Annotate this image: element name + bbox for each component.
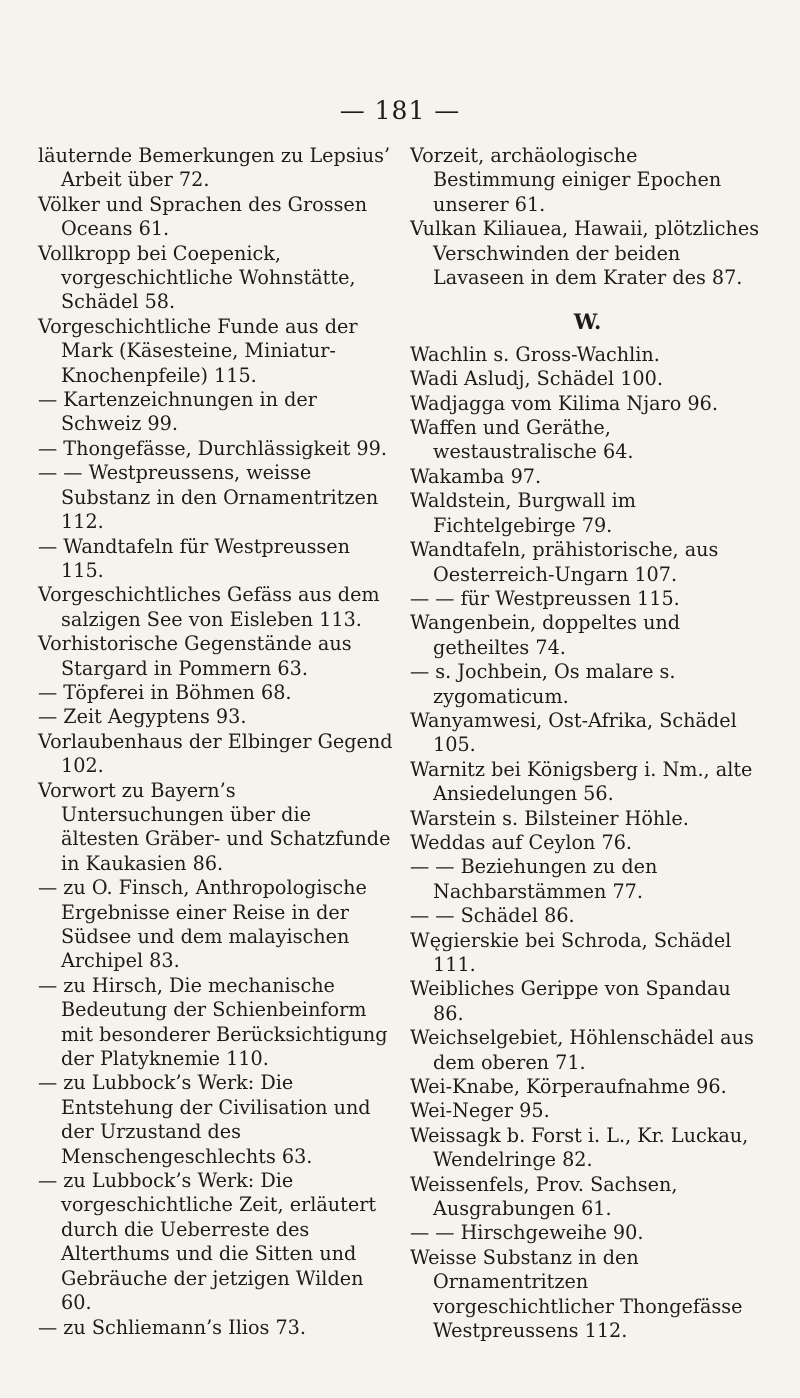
index-entry: Vorlaubenhaus der Elbinger Gegend 102.: [38, 729, 393, 778]
index-entry: Völker und Sprachen des Grossen Oceans 61.: [38, 192, 368, 241]
index-entry: — — Westpreussens, weisse Substanz in den Ornamentritzen 112.: [38, 461, 379, 534]
index-entry: — zu Schliemann’s Ilios 73.: [38, 1315, 306, 1339]
index-entry: Vorzeit, archäologische Bestimmung einiger Epochen unserer 61.: [410, 144, 722, 216]
page-number-header: — 181 —: [339, 96, 461, 125]
index-entry: Wei-Neger 95.: [410, 1099, 550, 1123]
index-entry: Wei-Knabe, Körperaufnahme 96.: [410, 1075, 727, 1099]
index-entry: Wangenbein, doppeltes und getheiltes 74.: [410, 611, 681, 659]
index-entry: Wakamba 97.: [410, 464, 542, 488]
index-entry: Vulkan Kiliauea, Hawaii, plötzliches Verschwinden der beiden Lavaseen in dem Krater des 87.: [410, 217, 760, 290]
index-entry: Vorgeschichtliche Funde aus der Mark (Käsesteine, Miniatur-Knochenpfeile) 115.: [38, 314, 358, 387]
index-entry: — Töpferei in Böhmen 68.: [38, 680, 292, 704]
index-entry: Węgierskie bei Schroda, Schädel 111.: [410, 928, 732, 976]
index-entry: — zu O. Finsch, Anthropologische Ergebnisse einer Reise in der Südsee und dem malayischen Archipel 83.: [38, 876, 367, 973]
index-entry: Weisse Substanz in den Ornamentritzen vorgeschichtlicher Thongefässe Westpreussens 112.: [410, 1245, 743, 1343]
section-letter-heading: W.: [573, 309, 602, 335]
index-entry: Weichselgebiet, Höhlenschädel aus dem oberen 71.: [410, 1026, 754, 1074]
index-entry: — Wandtafeln für Westpreussen 115.: [38, 534, 350, 582]
index-entry: Warstein s. Bilsteiner Höhle.: [410, 806, 689, 830]
index-entry: Wanyamwesi, Ost-Afrika, Schädel 105.: [410, 708, 737, 757]
index-entry: — — Schädel 86.: [410, 904, 575, 928]
right-column: [410, 144, 765, 1344]
index-entry: Waldstein, Burgwall im Fichtelgebirge 79.: [410, 489, 636, 537]
index-entry: Wachlin s. Gross-Wachlin.: [410, 342, 660, 366]
index-entry: Weibliches Gerippe von Spandau 86.: [410, 977, 731, 1025]
index-entry: Wadi Asludj, Schädel 100.: [410, 367, 663, 391]
index-entry: — Kartenzeichnungen in der Schweiz 99.: [38, 388, 317, 436]
index-entry: — zu Hirsch, Die mechanische Bedeutung der Schienbeinform mit besonderer Berücksichtigung der Platyknemie 110.: [38, 973, 388, 1071]
index-entry: — zu Lubbock’s Werk: Die vorgeschichtliche Zeit, erläutert durch die Ueberreste des Alterthums und die Sitten und Gebräuche der jetzigen Wilden 60.: [38, 1169, 377, 1315]
index-entry: läuternde Bemerkungen zu Lepsius’ Arbeit über 72.: [38, 144, 391, 192]
index-entry: — — Hirschgeweihe 90.: [410, 1221, 644, 1245]
index-entry: — — Beziehungen zu den Nachbarstämmen 77.: [410, 855, 658, 903]
index-entry: Vollkropp bei Coepenick, vorgeschichtliche Wohnstätte, Schädel 58.: [38, 241, 356, 314]
index-entry: Vorwort zu Bayern’s Untersuchungen über die ältesten Gräber- und Schatzfunde in Kaukasien 86.: [38, 778, 391, 875]
index-entry: Vorgeschichtliches Gefäss aus dem salzigen See von Eisleben 113.: [38, 583, 380, 631]
index-entry: — zu Lubbock’s Werk: Die Entstehung der Civilisation und der Urzustand des Menschengeschlechts 63.: [38, 1071, 371, 1168]
index-entry: Wandtafeln, prähistorische, aus Oesterreich-Ungarn 107.: [410, 538, 719, 586]
index-entry: Warnitz bei Königsberg i. Nm., alte Ansiedelungen 56.: [410, 757, 753, 806]
index-entry: — Thongefässe, Durchlässigkeit 99.: [38, 436, 387, 460]
left-column: [38, 144, 393, 1340]
index-entry: — Zeit Aegyptens 93.: [38, 705, 247, 729]
index-entry: Vorhistorische Gegenstände aus Stargard in Pommern 63.: [38, 632, 352, 680]
index-entry: Waffen und Geräthe, westaustralische 64.: [410, 416, 634, 464]
index-entry: Wadjagga vom Kilima Njaro 96.: [410, 391, 718, 415]
index-entry: Weissagk b. Forst i. L., Kr. Luckau, Wendelringe 82.: [410, 1123, 749, 1172]
index-entry: Weddas auf Ceylon 76.: [410, 830, 632, 854]
index-entry: Weissenfels, Prov. Sachsen, Ausgrabungen 61.: [410, 1172, 678, 1221]
index-entry: — s. Jochbein, Os malare s. zygomaticum.: [410, 660, 676, 708]
index-entry: — — für Westpreussen 115.: [410, 586, 680, 610]
